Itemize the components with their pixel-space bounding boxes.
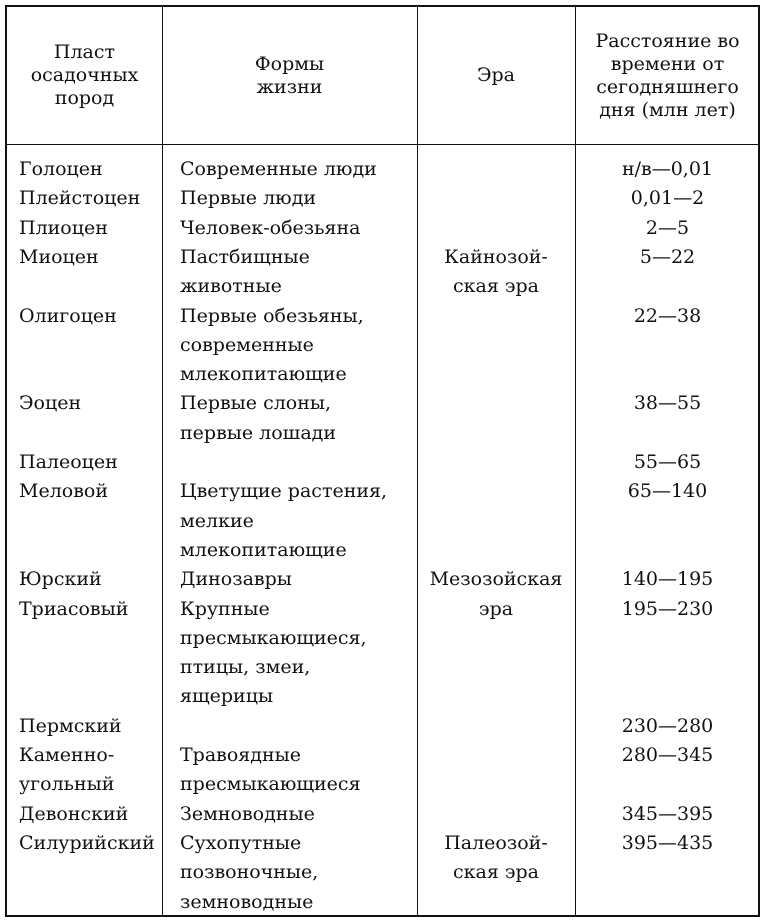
life-form: млекопитающие xyxy=(180,538,347,561)
life-form: Цветущие растения, xyxy=(180,480,388,503)
header-divider xyxy=(7,144,758,145)
layer-name: Триасовый xyxy=(19,597,129,620)
life-form: Современные люди xyxy=(180,158,377,180)
life-form: Первые люди xyxy=(180,187,317,210)
header-time xyxy=(575,7,760,144)
life-form: животные xyxy=(180,275,282,298)
layer-name: Голоцен xyxy=(19,158,103,180)
time-range: 230—280 xyxy=(621,714,714,737)
time-range: 195—230 xyxy=(621,597,714,620)
header-life-line: жизни xyxy=(256,75,323,98)
life-form: мелкие xyxy=(180,509,254,532)
life-form: пресмыкающиеся xyxy=(180,773,361,796)
time-range: 22—38 xyxy=(633,304,702,327)
life-form: Сухопутные xyxy=(180,831,302,854)
layer-name: Плиоцен xyxy=(19,216,108,239)
era-label: эра xyxy=(478,597,514,620)
time-range: 2—5 xyxy=(645,216,690,239)
layer-name: Олигоцен xyxy=(19,304,117,327)
era-label: ская эра xyxy=(452,861,539,884)
layer-name: Палеоцен xyxy=(19,451,118,473)
layer-name: Пермский xyxy=(19,714,122,737)
life-form: позвоночные, xyxy=(180,861,319,884)
header-era-line: Эра xyxy=(476,64,516,86)
life-form: Первые обезьяны, xyxy=(180,304,364,327)
life-form: Крупные xyxy=(180,597,270,620)
header-layer-line: осадочных xyxy=(30,64,139,86)
header-time-line: времени от xyxy=(610,52,725,75)
time-range: 140—195 xyxy=(621,568,714,591)
life-form: современные xyxy=(180,333,314,356)
time-range: 395—435 xyxy=(621,831,714,854)
time-range: 38—55 xyxy=(633,392,702,415)
era-label: Палеозой- xyxy=(444,831,548,854)
layer-name: Каменно- xyxy=(19,744,115,766)
time-range: 0,01—2 xyxy=(630,187,705,210)
life-form: Динозавры xyxy=(180,568,292,591)
life-form: первые лошади xyxy=(180,421,337,444)
header-time-line: дня (млн лет) xyxy=(599,98,736,121)
layer-name: Миоцен xyxy=(19,245,99,268)
life-form: Первые слоны, xyxy=(180,392,332,415)
life-form: земноводные xyxy=(180,890,314,913)
life-form: ящерицы xyxy=(180,685,274,708)
time-range: 65—140 xyxy=(627,480,708,503)
header-layer-line: Пласт xyxy=(53,41,116,63)
layer-name: Силурийский xyxy=(19,831,155,854)
era-label: Кайнозой- xyxy=(444,245,548,268)
layer-name: Меловой xyxy=(19,480,109,503)
header-layer xyxy=(7,7,162,144)
life-form: Земноводные xyxy=(180,802,315,825)
life-form: Травоядные xyxy=(180,744,302,766)
life-form: Человек-обезьяна xyxy=(180,216,361,239)
header-layer-line: пород xyxy=(54,87,115,109)
header-era xyxy=(417,7,575,144)
time-range: 5—22 xyxy=(639,245,696,268)
era-label: ская эра xyxy=(452,275,539,298)
life-form: птицы, змеи, xyxy=(180,656,311,679)
geologic-time-table xyxy=(5,5,760,917)
header-time-line: сегодняшнего xyxy=(596,75,739,98)
life-form: пресмыкающиеся, xyxy=(180,626,367,649)
header-life xyxy=(162,7,417,144)
life-form: млекопитающие xyxy=(180,363,347,386)
layer-name: Плейстоцен xyxy=(19,187,141,210)
era-label: Мезозойская xyxy=(429,568,563,591)
layer-name: Эоцен xyxy=(19,392,82,415)
layer-name: угольный xyxy=(19,773,115,796)
layer-name: Юрский xyxy=(19,568,102,591)
time-range: 345—395 xyxy=(621,802,714,825)
header-life-line: Формы xyxy=(254,52,325,75)
time-range: 280—345 xyxy=(621,744,714,766)
header-time-line: Расстояние во xyxy=(595,29,740,52)
layer-name: Девонский xyxy=(19,802,129,825)
time-range: н/в—0,01 xyxy=(621,158,714,180)
time-range: 55—65 xyxy=(633,451,702,473)
life-form: Пастбищные xyxy=(180,245,310,268)
